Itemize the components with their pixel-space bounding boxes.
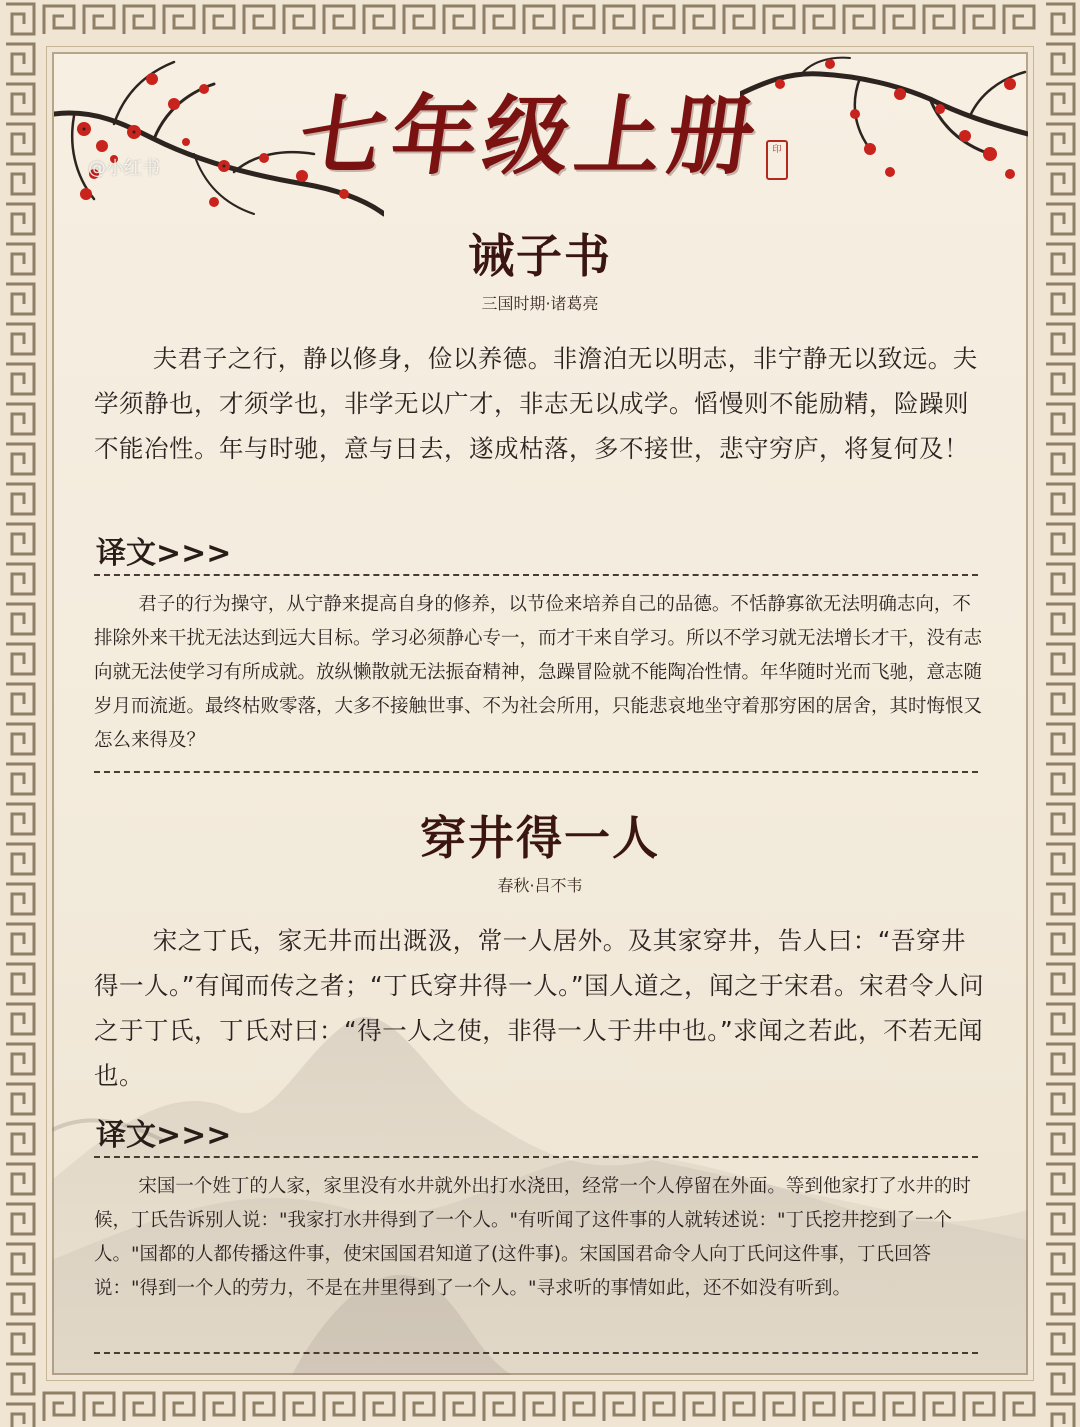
divider-dashed-1 bbox=[94, 574, 978, 576]
divider-dashed-3 bbox=[94, 1156, 978, 1158]
divider-dashed-4 bbox=[94, 1352, 978, 1354]
translation-label-1: 译文>>> bbox=[96, 536, 232, 571]
translation-text-2: 宋国一个姓丁的人家，家里没有水井就外出打水浇田，经常一个人停留在外面。等到他家打了水井的时候，丁氏告诉别人说："我家打水井得到了一个人。"有听闻了这件事的人就转述说："丁氏挖井挖到了一个人。"国都的人都传播这件事，使宋国国君知道了(这件事)。宋国国君命令人向丁氏问这件事，丁氏回答说："得到一个人的劳力，不是在井里得到了一个人。"寻求听的事情如此，还不如没有听到。 bbox=[94, 1176, 971, 1299]
seal-stamp-icon: 印 bbox=[766, 140, 788, 180]
plum-blossom-branch-right-icon bbox=[740, 54, 1028, 204]
poem-text-2: 宋之丁氏，家无井而出溉汲，常一人居外。及其家穿井，告人曰：“吾穿井得一人。”有闻而传之者；“丁氏穿井得一人。”国人道之，闻之于宋君。宋君令人问之于丁氏，丁氏对曰：“得一人之使，非得一人于井中也。”求闻之若此，不若无闻也。 bbox=[94, 926, 985, 1090]
poem-text-1: 夫君子之行，静以修身，俭以养德。非澹泊无以明志，非宁静无以致远。夫学须静也，才须学也，非学无以广才，非志无以成学。慆慢则不能励精，险躁则不能冶性。年与时驰，意与日去，遂成枯落，多不接世，悲守穷庐，将复何及！ bbox=[94, 344, 978, 463]
translation-text-1: 君子的行为操守，从宁静来提高自身的修养，以节俭来培养自己的品德。不恬静寡欲无法明确志向，不排除外来干扰无法达到远大目标。学习必须静心专一，而才干来自学习。所以不学习就无法增长才干，没有志向就无法使学习有所成就。放纵懒散就无法振奋精神，急躁冒险就不能陶冶性情。年华随时光而飞驰，意志随岁月而流逝。最终枯败零落，大多不接触世事、不为社会所用，只能悲哀地坐守着那穷困的居舍，其时悔恨又怎么来得及？ bbox=[94, 594, 983, 751]
poem-title-1: 诫子书 bbox=[468, 229, 612, 283]
poem-author-1: 三国时期·诸葛亮 bbox=[481, 294, 599, 313]
watermark-text: @小红书 bbox=[88, 158, 160, 179]
border-bottom bbox=[0, 1387, 1080, 1427]
border-right bbox=[1040, 0, 1080, 1427]
poem-author-2: 春秋·吕不韦 bbox=[497, 876, 583, 895]
poem-title-2: 穿井得一人 bbox=[420, 811, 660, 865]
page-title: 七年级上册 bbox=[292, 86, 768, 187]
divider-dashed-2 bbox=[94, 771, 978, 773]
border-left bbox=[0, 0, 40, 1427]
translation-label-2: 译文>>> bbox=[96, 1118, 232, 1153]
border-top bbox=[0, 0, 1080, 40]
